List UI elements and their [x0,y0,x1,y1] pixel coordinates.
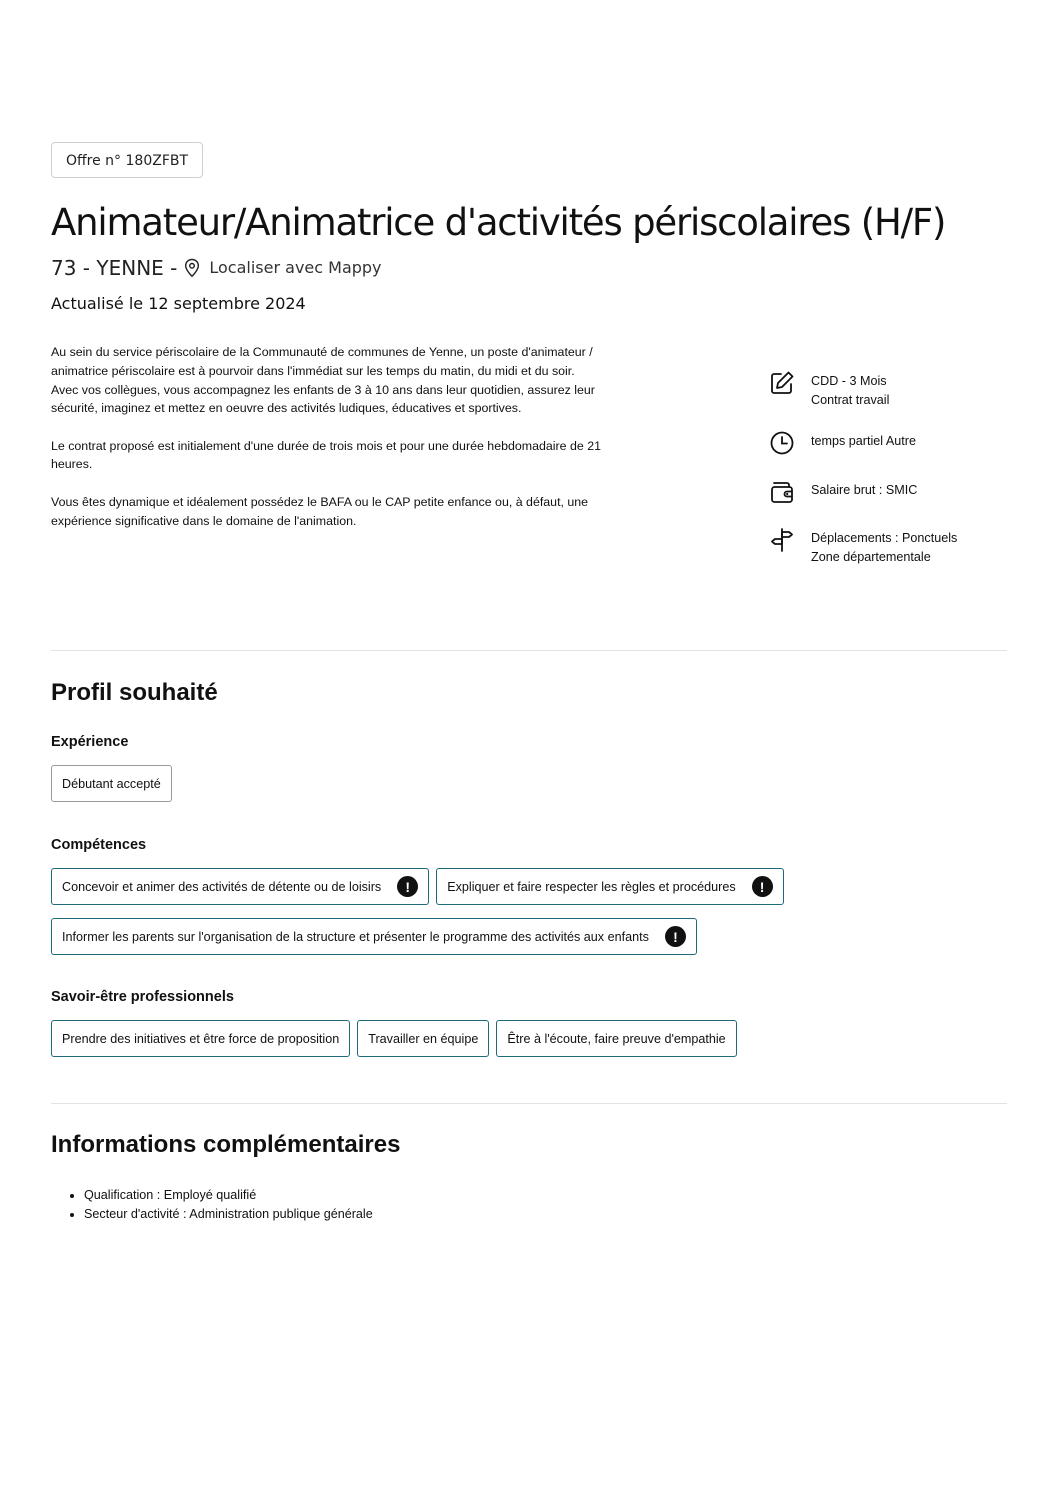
fact-line: CDD - 3 Mois [811,374,887,388]
experience-chips [51,765,172,802]
alert-icon[interactable]: ! [665,926,686,947]
skills-heading: Compétences [51,837,147,853]
job-location [51,254,382,282]
description-paragraph: Le contrat proposé est initialement d'une durée de trois mois et pour une durée hebdomadaire de 21 heures. [51,438,601,472]
updated-date: Actualisé le 12 septembre 2024 [51,294,306,313]
skills-row-1 [51,868,784,905]
alert-icon[interactable]: ! [397,876,418,897]
map-link[interactable]: Localiser avec Mappy [209,258,382,277]
signpost-icon [769,527,795,553]
fact-salary [769,479,1029,505]
list-item: • Qualification : Employé qualifié [84,1186,373,1205]
job-title: Animateur/Animatrice d'activités périscolaires (H/F) [51,201,946,244]
fact-line: Déplacements : Ponctuels [811,531,958,545]
skill-chip[interactable] [436,868,783,905]
soft-skill-chip: Travailler en équipe [357,1020,489,1057]
alert-icon[interactable]: ! [752,876,773,897]
skill-label: Concevoir et animer des activités de détente ou de loisirs [62,879,382,894]
fact-line: Contrat travail [811,393,890,407]
skill-label: Informer les parents sur l'organisation de la structure et présenter le programme des activités aux enfants [62,929,649,944]
soft-skills-row [51,1020,737,1057]
job-description [51,343,651,549]
more-info-heading: Informations complémentaires [51,1131,401,1158]
fact-line: temps partiel Autre [811,434,916,448]
soft-skill-chip: Prendre des initiatives et être force de proposition [51,1020,350,1057]
description-paragraph: Au sein du service périscolaire de la Communauté de communes de Yenne, un poste d'animateur / animatrice périscolaire est à pourvoir dans l'immédiat sur les temps du matin, du midi et du soir. Avec vos collègues, vous accompagnez les enfants de 3 à 10 ans dans leur quotidien, assurez leur sécurité, imaginez et mettez en oeuvre des activités ludiques, éducatives et sportives. [51,345,595,416]
description-paragraph: Vous êtes dynamique et idéalement possédez le BAFA ou le CAP petite enfance ou, à défaut, une expérience significative dans le domaine de l'animation. [51,494,589,528]
skill-chip[interactable] [51,918,697,955]
fact-travel [769,527,1029,567]
skill-label: Expliquer et faire respecter les règles et procédures [447,879,736,894]
edit-icon [769,370,795,396]
section-divider [51,1103,1007,1104]
experience-heading: Expérience [51,734,129,750]
skill-chip[interactable] [51,868,429,905]
profile-heading: Profil souhaité [51,679,218,706]
section-divider [51,650,1007,651]
offer-number-badge: Offre n° 180ZFBT [51,142,203,178]
skills-row-2 [51,918,697,955]
fact-hours [769,430,1029,456]
clock-icon [769,430,795,456]
wallet-icon [769,479,795,505]
map-pin-icon [183,258,201,278]
fact-contract [769,370,1029,410]
fact-line: Zone départementale [811,550,931,564]
experience-chip: Débutant accepté [51,765,172,802]
location-text: 73 - YENNE - [51,256,178,280]
fact-line: Salaire brut : SMIC [811,483,918,497]
job-facts [769,370,1029,587]
soft-skills-heading: Savoir-être professionnels [51,989,234,1005]
more-info-list [51,1186,373,1223]
list-item: • Secteur d'activité : Administration publique générale [84,1205,373,1224]
soft-skill-chip: Être à l'écoute, faire preuve d'empathie [496,1020,736,1057]
